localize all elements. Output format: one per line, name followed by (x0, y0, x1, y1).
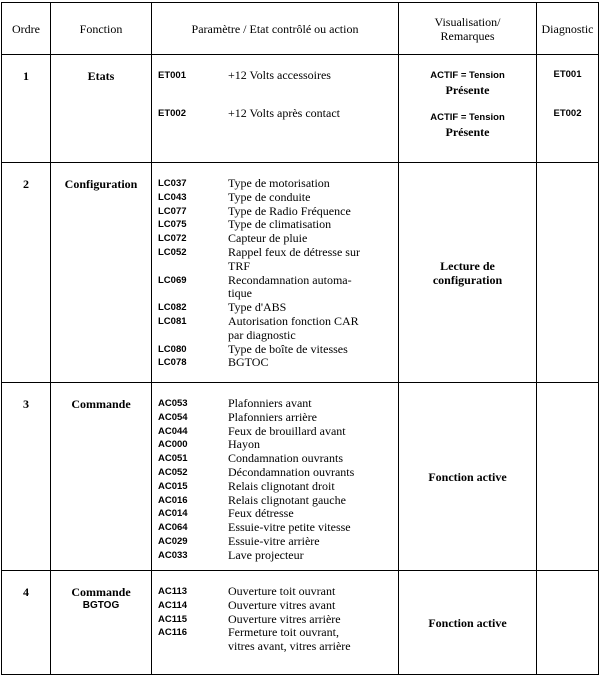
param-text: +12 Volts accessoires (228, 68, 331, 82)
param-text: Recondamnation automa- tique (228, 272, 352, 301)
param-line (158, 246, 398, 274)
param-text: Essuie-vitre arrière (228, 533, 320, 548)
param-line (158, 494, 398, 508)
diag-code: ET002 (553, 108, 582, 119)
visualisation-cell: Fonction active (399, 571, 537, 675)
fonction-sublabel: BGTOG (82, 600, 120, 611)
param-text: Rappel feux de détresse sur TRF (228, 244, 360, 273)
param-text: +12 Volts après contact (228, 105, 340, 120)
param-text: Ouverture vitres avant (228, 597, 336, 612)
param-line (158, 356, 398, 370)
param-code: LC072 (158, 233, 187, 245)
param-text: Type de boîte de vitesses (228, 341, 348, 356)
visualisation-cell: Fonction active (399, 383, 537, 571)
param-line (158, 438, 398, 452)
header-visualisation-line2: Remarques (440, 28, 495, 43)
param-line (158, 107, 398, 121)
ordre-cell: 3 (2, 383, 51, 571)
header-fonction: Fonction (51, 3, 152, 55)
param-text: Type de conduite (228, 189, 311, 204)
param-text: Lave projecteur (228, 547, 304, 562)
param-code: ET002 (158, 107, 186, 119)
visualisation-cell (399, 163, 537, 383)
param-cell (152, 571, 399, 675)
diagnostic-cell (537, 383, 599, 571)
param-line (158, 613, 398, 627)
param-code: AC064 (158, 522, 188, 534)
diagnostic-cell (537, 163, 599, 383)
param-text: Ouverture vitres arrière (228, 611, 341, 626)
param-text: Autorisation fonction CAR par diagnostic (228, 313, 359, 342)
fonction-cell: Commande (51, 383, 152, 571)
param-code: AC033 (158, 549, 188, 561)
param-line (158, 177, 398, 191)
param-line (158, 191, 398, 205)
param-text: Relais clignotant droit (228, 478, 335, 493)
param-text: Type de motorisation (228, 176, 330, 190)
param-text: Fermeture toit ouvrant, vitres avant, vitres arrière (228, 625, 351, 654)
param-text: BGTOC (228, 355, 269, 370)
param-line (158, 301, 398, 315)
header-parametre: Paramètre / Etat contrôlé ou action (152, 3, 399, 55)
param-text: Capteur de pluie (228, 231, 308, 246)
param-line (158, 232, 398, 246)
ordre-cell: 2 (2, 163, 51, 383)
param-cell (152, 55, 399, 163)
visualisation-cell (399, 55, 537, 163)
param-text: Hayon (228, 437, 260, 452)
ordre-cell: 4 (2, 571, 51, 675)
ordre-cell: 1 (2, 55, 51, 163)
param-code: AC114 (158, 599, 188, 611)
param-code: LC078 (158, 357, 187, 369)
param-code: ET001 (158, 70, 186, 81)
param-cell (152, 383, 399, 571)
table-row (2, 383, 599, 571)
vis-line: ACTIF = Tension (430, 70, 505, 81)
param-line (158, 411, 398, 425)
param-code: LC082 (158, 302, 187, 314)
fonction-cell: Configuration (51, 163, 152, 383)
param-line (158, 218, 398, 232)
param-code: AC054 (158, 411, 188, 423)
param-line (158, 205, 398, 219)
param-cell (152, 163, 399, 383)
param-line (158, 535, 398, 549)
param-line (158, 425, 398, 439)
param-text: Condamnation ouvrants (228, 451, 343, 466)
param-code: AC113 (158, 586, 188, 597)
vis-line: Présente (445, 125, 490, 139)
param-text: Plafonniers arrière (228, 409, 317, 424)
param-code: AC052 (158, 466, 188, 478)
param-text: Type de climatisation (228, 217, 332, 232)
param-code: LC043 (158, 191, 187, 203)
param-line (158, 397, 398, 411)
table-row (2, 55, 599, 163)
param-code: AC014 (158, 508, 188, 520)
param-text: Feux de brouillard avant (228, 423, 346, 438)
param-line (158, 626, 398, 654)
param-text: Type d'ABS (228, 300, 287, 315)
param-line (158, 585, 398, 599)
header-visualisation-line1: Visualisation/ (434, 14, 501, 29)
vis-line: Présente (445, 83, 490, 97)
param-text: Relais clignotant gauche (228, 492, 346, 507)
param-code: AC016 (158, 494, 188, 506)
diag-code: ET001 (553, 69, 582, 80)
param-code: AC116 (158, 627, 188, 639)
table-row (2, 163, 599, 383)
param-code: LC069 (158, 274, 187, 286)
param-code: AC029 (158, 535, 188, 547)
param-text: Feux détresse (228, 506, 294, 521)
param-code: AC053 (158, 398, 188, 409)
param-code: LC052 (158, 246, 187, 258)
param-text: Plafonniers avant (228, 396, 312, 410)
header-row (2, 3, 599, 55)
param-code: LC037 (158, 178, 187, 189)
param-text: Ouverture toit ouvrant (228, 584, 336, 598)
header-visualisation (399, 3, 537, 55)
param-line (158, 452, 398, 466)
diagnostic-cell (537, 55, 599, 163)
fonction-label: Commande (71, 585, 131, 599)
fonction-cell: Etats (51, 55, 152, 163)
param-line (158, 274, 398, 302)
header-diagnostic: Diagnostic (537, 3, 599, 55)
param-code: LC081 (158, 315, 187, 327)
diagnostic-table (1, 2, 599, 675)
param-line (158, 599, 398, 613)
diagnostic-cell (537, 571, 599, 675)
param-text: Essuie-vitre petite vitesse (228, 520, 351, 535)
param-line (158, 69, 398, 83)
param-code: AC000 (158, 439, 188, 451)
param-line (158, 466, 398, 480)
fonction-cell (51, 571, 152, 675)
vis-line: Lecture de (440, 258, 495, 273)
param-code: LC075 (158, 219, 187, 231)
param-text: Décondamnation ouvrants (228, 464, 355, 479)
header-ordre: Ordre (2, 3, 51, 55)
param-code: LC080 (158, 343, 187, 355)
param-line (158, 343, 398, 357)
param-line (158, 315, 398, 343)
param-line (158, 521, 398, 535)
param-code: LC077 (158, 205, 187, 217)
vis-line: configuration (432, 272, 503, 287)
table-row (2, 571, 599, 675)
param-code: AC015 (158, 480, 188, 492)
param-text: Type de Radio Fréquence (228, 203, 351, 218)
param-line (158, 480, 398, 494)
param-line (158, 549, 398, 563)
vis-line: ACTIF = Tension (430, 112, 505, 123)
param-code: AC115 (158, 613, 188, 625)
param-line (158, 507, 398, 521)
param-code: AC051 (158, 453, 188, 465)
param-code: AC044 (158, 425, 188, 437)
